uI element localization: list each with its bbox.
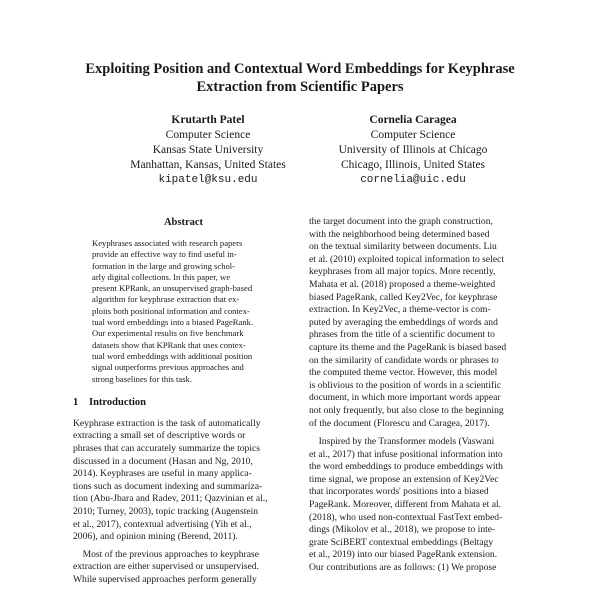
text-line: PageRank. Moreover, different from Mahata et al. <box>309 499 502 511</box>
text-line: strong baselines for this task. <box>92 373 193 384</box>
text-line: phrases from the title of a scientific document to <box>309 329 495 341</box>
text-line: extraction. In Key2Vec, a theme-vector is com- <box>309 304 491 316</box>
text-line: Keyphrases associated with research papers <box>92 238 243 248</box>
text-line: Keyphrase extraction is the task of automatically <box>73 417 261 429</box>
text-line: Our contributions are as follows: (1) We propose <box>309 562 497 574</box>
author-location: Chicago, Illinois, United States <box>340 159 486 171</box>
text-line: et al. (2010) exploited topical information to select <box>309 253 505 265</box>
introduction-paragraph-2 <box>73 549 294 587</box>
author-institution: Kansas State University <box>152 144 264 156</box>
text-line: with the neighborhood being determined based <box>309 228 490 240</box>
text-line: formation in the large and growing schol- <box>92 260 236 271</box>
text-line: grate SciBERT contextual embeddings (Beltagy <box>309 536 494 548</box>
introduction-paragraph-1 <box>73 418 294 544</box>
text-line: on the textual similarity between documents. Liu <box>309 241 497 253</box>
text-line: dings (Mikolov et al., 2018), we propose to inte- <box>309 524 496 536</box>
text-line: Inspired by the Transformer models (Vaswani <box>309 436 495 448</box>
author-name: Cornelia Caragea <box>369 114 457 126</box>
abstract-heading: Abstract <box>163 217 204 228</box>
text-line: tual word embeddings with additional position <box>92 350 253 361</box>
text-line: et al., 2017) that infuse positional information into <box>309 448 503 460</box>
title-line: Exploiting Position and Contextual Word Embeddings for Keyphrase <box>85 61 515 77</box>
text-line: puted by averaging the embeddings of words and <box>309 316 498 328</box>
text-line: signal outperforms previous approaches and <box>92 362 244 373</box>
left-column <box>73 216 294 587</box>
text-line: tual word embeddings into a biased PageRank. <box>92 317 254 328</box>
text-line: extraction are either supervised or unsupervised. <box>73 561 259 573</box>
author-email: kipatel@ksu.edu <box>158 174 258 186</box>
text-line: that incorporates words' positions into a biased <box>309 486 489 498</box>
text-line: of the document (Florescu and Caragea, 2017). <box>309 417 490 429</box>
text-line: 2006), and opinion mining (Berend, 2011). <box>73 531 238 543</box>
text-line: present KPRank, an unsupervised graph-based <box>92 283 253 294</box>
text-line: on the similarity of candidate words or phrases to <box>309 354 499 366</box>
text-line: arly digital collections. In this paper, we <box>92 271 231 282</box>
text-line: 2010; Turney, 2003), topic tracking (Augenstein <box>73 506 259 518</box>
text-line: 2014). Keyphrases are useful in many applica- <box>73 468 252 480</box>
text-line: extracting a small set of descriptive words or <box>73 430 246 442</box>
text-line: the computed theme vector. However, this model <box>309 367 498 379</box>
text-line: biased PageRank, called Key2Vec, for keyphrase <box>309 291 498 303</box>
right-column <box>309 216 532 575</box>
text-line: the target document into the graph construction, <box>309 216 493 227</box>
author-department: Computer Science <box>370 129 456 141</box>
right-paragraph-1 <box>309 216 532 430</box>
text-line: the word embeddings to produce embeddings with <box>309 461 503 473</box>
right-paragraph-2 <box>309 436 532 575</box>
text-line: not only frequently, but also close to the beginning <box>309 404 504 416</box>
section-title: Introduction <box>89 396 146 408</box>
text-line: While supervised approaches perform generally <box>73 573 257 585</box>
text-line: discussed in a document (Hasan and Ng, 2010, <box>73 455 253 467</box>
text-line: et al., 2017), contextual advertising (Yih et al., <box>73 518 252 530</box>
text-line: time signal, we propose an extension of Key2Vec <box>309 473 499 485</box>
text-line: tion (Abu-Jbara and Radev, 2011; Qazvinian et al., <box>73 493 268 505</box>
text-line: algorithm for keyphrase extraction that ex- <box>92 294 240 305</box>
text-line: document, in which more important words appear <box>309 392 501 404</box>
text-line: provide an effective way to find useful in- <box>92 249 237 260</box>
title-line: Extraction from Scientific Papers <box>196 79 404 95</box>
text-line: datasets show that KPRank that uses contex- <box>92 339 246 350</box>
author-location: Manhattan, Kansas, United States <box>130 159 286 171</box>
text-line: is oblivious to the position of words in a scientific <box>309 379 502 391</box>
text-line: Mahata et al. (2018) proposed a theme-weighted <box>309 278 496 290</box>
text-line: ploits both positional information and contex- <box>92 305 250 316</box>
text-line: keyphrases from all major topics. More recently, <box>309 266 496 278</box>
text-line: capture its theme and the PageRank is biased based <box>309 341 507 353</box>
author-department: Computer Science <box>165 129 251 141</box>
author-email: cornelia@uic.edu <box>360 174 466 186</box>
author-block-2 <box>303 113 523 188</box>
text-line: Our experimental results on five benchmark <box>92 328 244 339</box>
text-line: (2018), who used non-contextual FastText embed- <box>309 511 503 523</box>
text-line: Most of the previous approaches to keyphrase <box>73 548 259 560</box>
author-institution: University of Illinois at Chicago <box>338 144 488 156</box>
section-heading-introduction <box>73 396 294 410</box>
abstract-text <box>73 238 294 385</box>
author-name: Krutarth Patel <box>171 114 245 126</box>
author-block-1 <box>98 113 318 188</box>
text-line: phrases that can accurately summarize the topics <box>73 443 260 455</box>
paper-title <box>60 60 540 96</box>
text-line: tions such as document indexing and summariza- <box>73 480 263 492</box>
section-number: 1 <box>73 396 79 408</box>
text-line: et al., 2019) into our biased PageRank extension. <box>309 549 498 561</box>
